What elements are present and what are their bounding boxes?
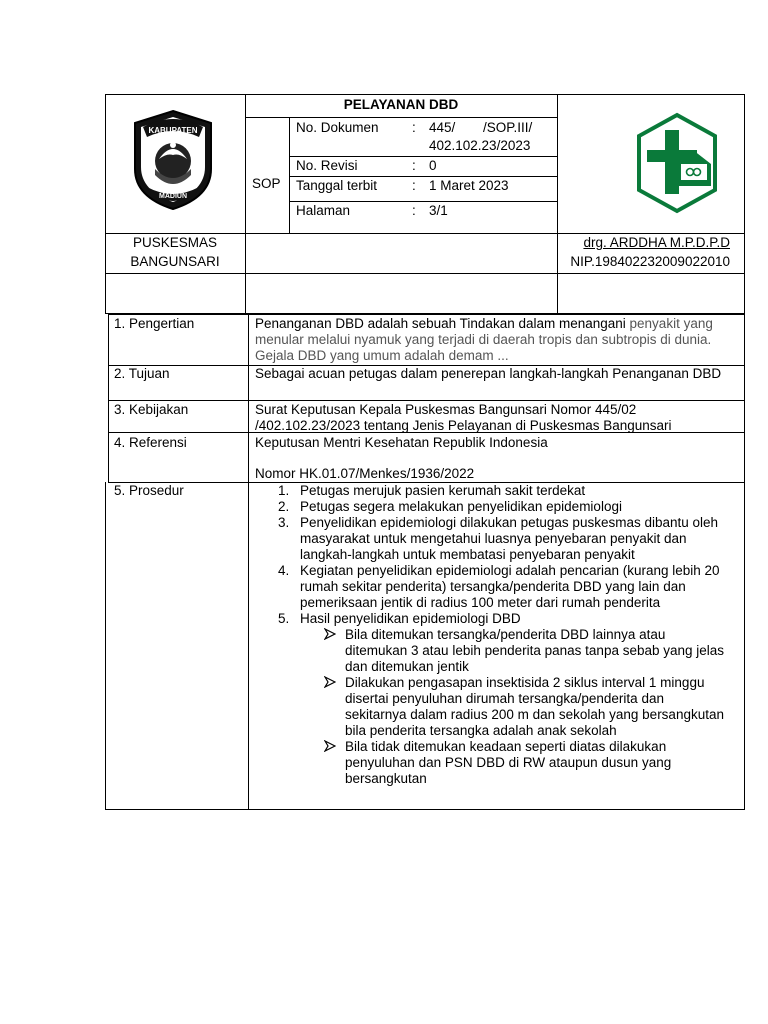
pengertian-line: Gejala DBD yang umum adalah demam ...	[255, 348, 509, 363]
tujuan-text: Sebagai acuan petugas dalam penerepan langkah-langkah Penanganan DBD	[255, 366, 722, 381]
prosedur-step-text: Penyelidikan epidemiologi dilakukan petugas puskesmas dibantu oleh	[300, 515, 719, 530]
prosedur-bullet-text: bila penderita tersangka adalah anak sekolah	[345, 723, 617, 738]
pengertian-line	[255, 316, 713, 332]
no-dokumen-sep: :	[412, 120, 416, 135]
prosedur-bullet-text: Bila ditemukan tersangka/penderita DBD lainnya atau	[345, 627, 666, 642]
kebijakan-line: /402.102.23/2023 tentang Jenis Pelayanan di Puskesmas Bangunsari	[255, 418, 672, 433]
prosedur-step-text: Petugas segera melakukan penyelidikan epidemiologi	[300, 499, 622, 514]
prosedur-bullet-text: Dilakukan pengasapan insektisida 2 siklus interval 1 minggu	[345, 675, 705, 690]
prosedur-step-text: rumah sekitar penderita) tersangka/penderita DBD yang lain dan	[300, 579, 686, 594]
prosedur-bullet-text: ditemukan 3 atau lebih penderita panas tanpa sebab yang jelas	[345, 643, 725, 658]
prosedur-step-text: Hasil penyelidikan epidemiologi DBD	[300, 611, 521, 626]
pengertian-text-black: Penanganan DBD adalah sebuah Tindakan dalam menangani	[255, 316, 630, 331]
prosedur-bullet-text: penyuluhan dan PSN DBD di RW ataupun dusun yang	[345, 755, 672, 770]
no-dokumen-value-1: 445/	[429, 120, 456, 135]
prosedur-bullet-text: dan ditemukan jentik	[345, 659, 469, 674]
prosedur-step-text: Petugas merujuk pasien kerumah sakit terdekat	[300, 483, 586, 498]
no-dokumen-value-3: 402.102.23/2023	[429, 138, 531, 153]
sop-label: SOP	[252, 176, 281, 191]
no-revisi-label: No. Revisi	[296, 158, 358, 173]
tanggal-terbit-value: 1 Maret 2023	[429, 178, 509, 193]
tanggal-terbit-label: Tanggal terbit	[296, 178, 378, 193]
org-name-line2: BANGUNSARI	[130, 254, 220, 269]
halaman-sep: :	[412, 203, 416, 218]
kebijakan-label: 3. Kebijakan	[114, 402, 189, 417]
puskesmas-logo	[635, 112, 719, 214]
arrow-bullet-icon	[324, 739, 336, 755]
pengertian-label: 1. Pengertian	[114, 316, 195, 331]
signer-name: drg. ARDDHA M.P.D.P.D	[583, 235, 730, 250]
prosedur-bullet-text: bersangkutan	[345, 771, 427, 786]
prosedur-step-text: langkah-langkah untuk membatasi penyebaran penyakit	[300, 547, 635, 562]
prosedur-step-number: 3.	[278, 515, 290, 530]
no-dokumen-value-2: /SOP.III/	[483, 120, 533, 135]
no-dokumen-label: No. Dokumen	[296, 120, 379, 135]
prosedur-step-text: pemeriksaan jentik di radius 100 meter dari rumah penderita	[300, 595, 661, 610]
prosedur-step-number: 5.	[278, 611, 290, 626]
svg-text:MADIUN: MADIUN	[159, 193, 187, 200]
halaman-value: 3/1	[429, 203, 448, 218]
kebijakan-line: Surat Keputusan Kepala Puskesmas Bangunsari Nomor 445/02	[255, 402, 637, 417]
signer-nip: NIP.198402232009022010	[570, 254, 730, 269]
prosedur-step-number: 1.	[278, 483, 290, 498]
prosedur-label: 5. Prosedur	[114, 483, 184, 498]
document-title: PELAYANAN DBD	[343, 97, 459, 112]
arrow-bullet-icon	[324, 627, 336, 643]
prosedur-step-text: Kegiatan penyelidikan epidemiologi adalah pencarian (kurang lebih 20	[300, 563, 720, 578]
referensi-line: Keputusan Mentri Kesehatan Republik Indonesia	[255, 435, 548, 450]
pengertian-text-gray: penyakit yang	[629, 316, 713, 331]
pengertian-line: menular melalui nyamuk yang terjadi di daerah tropis dan subtropis di dunia.	[255, 332, 712, 347]
tujuan-label: 2. Tujuan	[114, 366, 170, 381]
arrow-bullet-icon	[324, 675, 336, 691]
prosedur-bullet-text: disertai penyuluhan dirumah tersangka/penderita dan	[345, 691, 664, 706]
referensi-line: Nomor HK.01.07/Menkes/1936/2022	[255, 466, 475, 481]
no-revisi-sep: :	[412, 158, 416, 173]
no-revisi-value: 0	[429, 158, 437, 173]
halaman-label: Halaman	[296, 203, 351, 218]
prosedur-bullet-text: Bila tidak ditemukan keadaan seperti diatas dilakukan	[345, 739, 667, 754]
kabupaten-madiun-emblem	[131, 109, 215, 211]
referensi-label: 4. Referensi	[114, 435, 187, 450]
svg-text:KABUPATEN: KABUPATEN	[148, 126, 198, 135]
prosedur-step-text: masyarakat untuk mengetahui luasnya penyebaran penyakit dan	[300, 531, 687, 546]
prosedur-bullet-text: sekitarnya dalam radius 200 m dan sekolah yang bersangkutan	[345, 707, 724, 722]
prosedur-step-number: 2.	[278, 499, 290, 514]
tanggal-terbit-sep: :	[412, 178, 416, 193]
prosedur-step-number: 4.	[278, 563, 290, 578]
org-name-line1: PUSKESMAS	[132, 235, 218, 250]
